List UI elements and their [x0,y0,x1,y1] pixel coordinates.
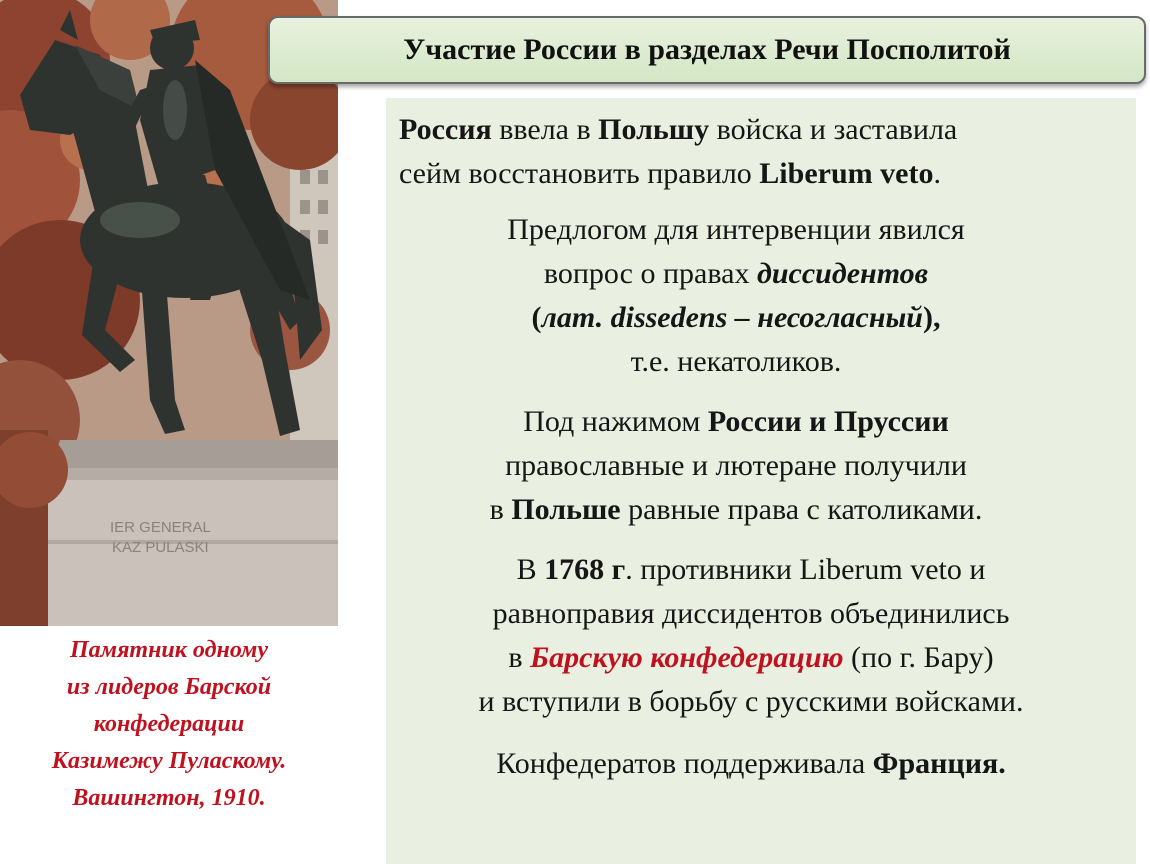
paragraph-equal-rights [386,400,1136,532]
slide-title-box [268,16,1146,84]
text-line: равноправия диссидентов объединились [492,597,1010,630]
text-line: и вступили в борьбу с русскими войсками. [478,685,1024,718]
plaque-line-2: KAZ PULASKI [112,539,209,556]
pedestal [48,440,338,626]
paragraph-intervention [386,108,1149,196]
text-line: Предлогом для интервенции явился [507,213,965,246]
content-panel [386,98,1136,864]
photo-caption [0,632,338,817]
text-line: Под нажимом России и Пруссии [523,405,949,438]
text-line: в Барскую конфедерацию (по г. Бару) [508,641,994,674]
caption-line: Вашингтон, 1910. [72,785,266,811]
slide-title: Участие России в разделах Речи Посполитой [403,33,1011,66]
text-line: Россия ввела в Польшу войска и заставила [399,113,958,146]
paragraph-france [386,742,1136,786]
text-line: сейм восстановить правило Liberum veto. [399,157,941,190]
text-line: т.е. некатоликов. [630,345,842,378]
text-line: в Польше равные права с католиками. [489,493,983,526]
caption-line: Памятник одному [69,637,269,663]
paragraph-bar-confederation [386,548,1136,724]
text-line: православные и лютеране получили [505,449,967,482]
paragraph-dissidents [386,208,1136,384]
text-line: (лат. dissedens – несогласный), [531,301,941,334]
plaque-line-1: IER GENERAL [110,519,211,536]
text-line: В 1768 г. противники Liberum veto и [516,553,986,586]
text-line: Конфедератов поддерживала Франция. [496,747,1006,780]
caption-line: Казимежу Пуласкому. [51,748,287,774]
text-line: вопрос о правах диссидентов [543,257,929,290]
pulaski-monument-photo [0,0,338,626]
caption-line: из лидеров Барской [66,674,272,700]
caption-line: конфедерации [93,711,245,737]
